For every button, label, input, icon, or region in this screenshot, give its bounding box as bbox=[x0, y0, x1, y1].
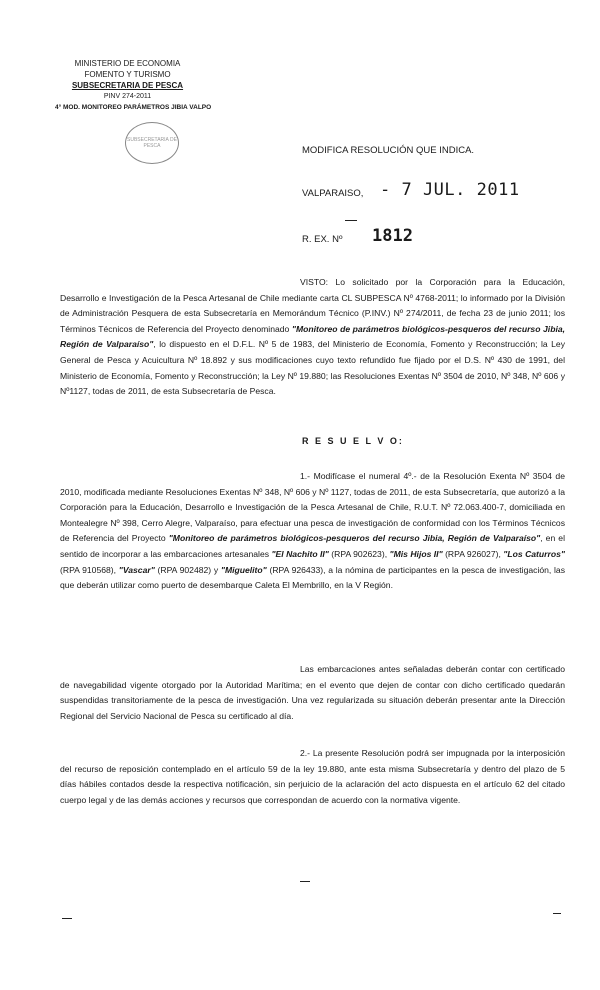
embarcaciones-paragraph: Las embarcaciones antes señaladas deberán contar con certificado de navegabilidad vigente otorgado por la Autoridad Marítima; en el evento que dejen de contar con dicho certificado quedarán suspendidas transitoriamente de la pesca de investigación. Una vez regularizada su situación deberán presentar ante la Dirección Regional del Servicio Nacional de Pesca su certificado al día. bbox=[60, 664, 565, 721]
vessel-mis-hijos: "Mis Hijos II" bbox=[389, 548, 443, 559]
visto-text-2: , lo dispuesto en el D.F.L. Nº 5 de 1983, del Ministerio de Economía, Fomento y Reconstrucción; la Ley General de Pesca y Acuicultura Nº 18.892 y sus modificaciones cuyo texto refundido fue fijado por el D.S. Nº 430 de 1991, del Ministerio de Economía, Fomento y Reconstrucción; la Ley Nº 19.880; las Resoluciones Exentas Nº 3504 de 2010, Nº 348, Nº 606 y Nº1127, todas de 2011, de esta Subsecretaría de Pesca. bbox=[60, 339, 565, 397]
vessel-los-caturros: "Los Caturros" bbox=[503, 548, 565, 559]
subject-line: MODIFICA RESOLUCIÓN QUE INDICA. bbox=[302, 145, 475, 156]
article-1-project-name: "Monitoreo de parámetros biológicos-pesqueros del recurso Jibia, Región de Valparaíso" bbox=[168, 533, 541, 544]
visto-paragraph bbox=[60, 275, 565, 400]
vessel-miguelito: "Miguelito" bbox=[220, 564, 267, 575]
article-2-paragraph: 2.- La presente Resolución podrá ser impugnada por la interposición del recurso de reposición contemplado en el artículo 59 de la ley 19.880, ante esta misma Subsecretaría y dentro del plazo de 5 días hábiles contados desde la respectiva notificación, sin perjuicio de la aclaración del acto dispuesta en el artículo 62 del citado cuerpo legal y de las demás acciones y recursos que correspondan de acuerdo con la normativa vigente. bbox=[60, 748, 565, 805]
vessel-vascar: "Vascar" bbox=[118, 564, 155, 575]
pinv-reference: PINV 274-2011 bbox=[103, 93, 152, 100]
vessel-el-nachito-rpa: (RPA 902623), bbox=[328, 548, 390, 559]
article-1-paragraph bbox=[60, 469, 565, 594]
article-1-text-b: , en el sentido de incorporar a las embarcaciones artesanales bbox=[60, 533, 565, 559]
official-stamp bbox=[125, 122, 179, 164]
article-1-text-a: 1.- Modifícase el numeral 4º.- de la Resolución Exenta Nº 3504 de 2010, modificada mediante Resoluciones Exentas Nº 348, Nº 606 y Nº 1127, todas de 2011, de esta Subsecretaría, que autorizó a la Corporación para la Educación, Desarrollo e Investigación de la Pesca Artesanal de Chile, R.U.T. Nº 72.063.400-7, domiciliada en Montealegre Nº 398, Cerro Alegre, Valparaíso, para efectuar una pesca de investigación de conformidad con los Términos Técnicos de Referencia del Proyecto bbox=[60, 471, 565, 544]
vessel-vascar-rpa: (RPA 902482) y bbox=[154, 564, 221, 575]
scribble-mark bbox=[345, 220, 357, 221]
subsecretaria-label: SUBSECRETARIA DE PESCA bbox=[71, 81, 184, 90]
resuelvo-heading: R E S U E L V O: bbox=[302, 436, 404, 446]
place-label: VALPARAISO, bbox=[302, 188, 364, 199]
visto-project-name: "Monitoreo de parámetros biológicos-pesqueros del recurso Jibia, Región de Valparaíso" bbox=[60, 323, 565, 350]
vessel-mis-hijos-rpa: (RPA 926027), bbox=[442, 548, 504, 559]
scan-mark-1 bbox=[300, 881, 310, 882]
letterhead bbox=[55, 58, 212, 113]
rex-label: R. EX. Nº bbox=[302, 234, 343, 245]
resolution-date: - 7 JUL. 2011 bbox=[380, 180, 520, 200]
mod-reference: 4° MOD. MONITOREO PARÁMETROS JIBIA VALPO bbox=[55, 104, 212, 111]
vessel-el-nachito: "El Nachito II" bbox=[271, 548, 329, 559]
stamp-text: SUBSECRETARIA DE PESCA bbox=[127, 137, 177, 149]
scan-mark-3 bbox=[553, 913, 561, 914]
vessel-los-caturros-rpa: (RPA 910568), bbox=[60, 564, 119, 575]
rex-number: 1812 bbox=[372, 226, 413, 246]
scan-mark-2 bbox=[62, 918, 72, 919]
ministry-line-2: FOMENTO Y TURISMO bbox=[84, 70, 171, 79]
vessel-miguelito-rpa: (RPA 926433), a la nómina de participantes en la pesca de investigación, las que deberán utilizar como puerto de desembarque Caleta El Membrillo, en la V Región. bbox=[60, 564, 565, 591]
ministry-line-1: MINISTERIO DE ECONOMIA bbox=[74, 59, 181, 68]
visto-text-1: VISTO: Lo solicitado por la Corporación para la Educación, Desarrollo e Investigación de la Pesca Artesanal de Chile mediante carta CL SUBPESCA Nº 4768-2011; lo informado por la División de Administración Pesquera de esta Subsecretaría en Memorándum Técnico (P.INV.) Nº 274/2011, de fecha 23 de junio 2011; los Términos Técnicos de Referencia del Proyecto denominado bbox=[60, 277, 565, 334]
